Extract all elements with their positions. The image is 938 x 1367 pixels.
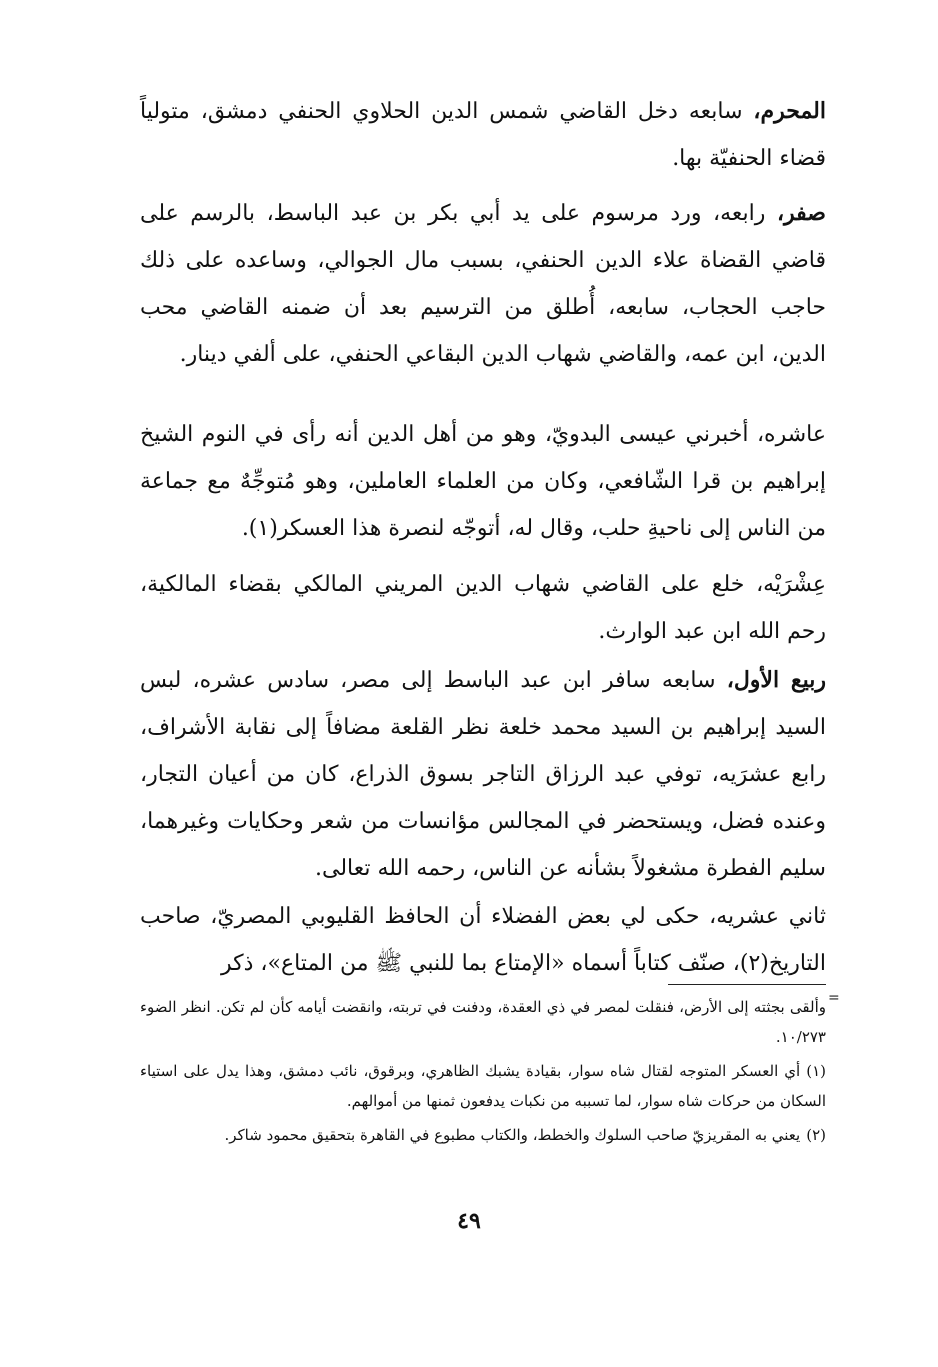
paragraph-text: سابعه دخل القاضي شمس الدين الحلاوي الحنفي دمشق، متولياً قضاء الحنفيّة بها. <box>140 99 826 171</box>
footnote-text: أي العسكر المتوجه لقتال شاه سوار، بقيادة يشبك الظاهري، وبرقوق، نائب دمشق، وهذا يدل على استياء السكان من حركات شاه سوار، لما تسببه من نكبات يدفعون ثمنها من أموالهم. <box>140 1062 826 1110</box>
paragraph-text: عِشْرَيْه، خلع على القاضي شهاب الدين المريني المالكي بقضاء المالكية، رحم الله ابن عبد الوارث. <box>140 572 826 644</box>
footnote-number: (١) <box>806 1062 826 1080</box>
paragraph-lead: صفر، <box>776 200 826 226</box>
footnote-divider <box>668 984 826 985</box>
paragraph-lead: المحرم، <box>753 98 826 124</box>
footnote-text: وألقى بجثته إلى الأرض، فنقلت لمصر في ذي العقدة، ودفنت في تربته، وانقضت أيامه كأن لم تكن. انظر الضوء ١٠/٢٧٣. <box>140 998 826 1046</box>
footnote-text: يعني به المقريزيّ صاحب السلوك والخطط، والكتاب مطبوع في القاهرة بتحقيق محمود شاكر. <box>224 1126 801 1144</box>
paragraph-ashirih <box>140 411 826 552</box>
footnote-number: (٢) <box>806 1126 826 1144</box>
footnote-continued <box>140 992 826 1052</box>
paragraph-rabi-al-awwal <box>140 657 826 892</box>
paragraph-safar <box>140 190 826 378</box>
page-number: ٤٩ <box>457 1208 481 1234</box>
paragraph-thani-ishrih <box>140 893 826 987</box>
paragraph-lead: ربيع الأول، <box>726 667 826 693</box>
footnotes <box>140 992 826 1154</box>
footnote-2 <box>140 1120 826 1150</box>
paragraph-ishrayh <box>140 561 826 655</box>
paragraph-text: ثاني عشريه، حكى لي بعض الفضلاء أن الحافظ القليوبي المصريّ، صاحب التاريخ(٢)، صنّف كتاباً أسماه «الإمتاع بما للنبي ﷺ من المتاع»، ذكر <box>140 904 826 976</box>
footnote-1 <box>140 1056 826 1116</box>
footnote-continuation-mark: = <box>828 990 840 1006</box>
paragraph-text: رابعه، ورد مرسوم على يد أبي بكر بن عبد الباسط، بالرسم على قاضي القضاة علاء الدين الحنفي، بسبب مال الجوالي، وساعده على ذلك حاجب الحجاب، سابعه، أُطلق من الترسيم بعد أن ضمنه القاضي محب الدين، ابن عمه، والقاضي شهاب الدين البقاعي الحنفي، على ألفي دينار. <box>140 201 826 367</box>
paragraph-text: عاشره، أخبرني عيسى البدويّ، وهو من أهل الدين أنه رأى في النوم الشيخ إبراهيم بن قرا الشّافعي، وكان من العلماء العاملين، وهو مُتوجِّهٌ مع جماعة من الناس إلى ناحيةِ حلب، وقال له، أتوجّه لنصرة هذا العسكر(١). <box>140 422 826 541</box>
paragraph-text: سابعه سافر ابن عبد الباسط إلى مصر، سادس عشره، لبس السيد إبراهيم بن السيد محمد خلعة نظر القلعة مضافاً إلى نقابة الأشراف، رابع عشرَيه، توفي عبد الرزاق التاجر بسوق الذراع، كان من أعيان التجار، وعنده فضل، ويستحضر في المجالس مؤانسات من شعر وحكايات وغيرهما، سليم الفطرة مشغولاً بشأنه عن الناس، رحمه الله تعالى. <box>140 668 826 881</box>
paragraph-muharram <box>140 88 826 182</box>
